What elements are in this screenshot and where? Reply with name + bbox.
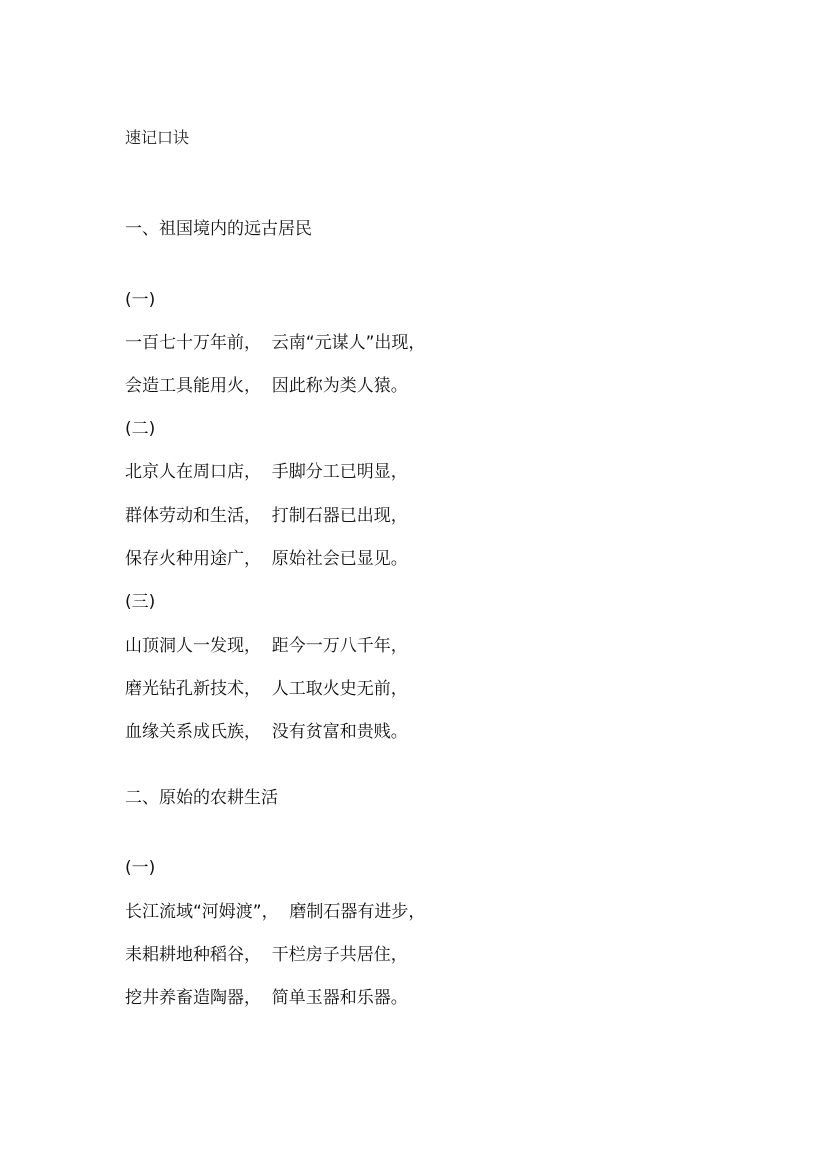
part-label: (一) — [125, 290, 156, 310]
section-heading: 二、原始的农耕生活 — [125, 788, 278, 808]
verse-line: 会造工具能用火， 因此称为类人猿。 — [125, 376, 408, 396]
verse-line: 群体劳动和生活， 打制石器已出现， — [125, 506, 408, 526]
verse-line: 保存火种用途广， 原始社会已显见。 — [125, 549, 408, 569]
verse-line: 血缘关系成氏族， 没有贫富和贵贱。 — [125, 722, 408, 742]
verse-line: 磨光钻孔新技术， 人工取火史无前， — [125, 679, 408, 699]
verse-line: 北京人在周口店， 手脚分工已明显， — [125, 462, 408, 482]
verse-line: 山顶洞人一发现， 距今一万八千年， — [125, 636, 408, 656]
part-label: (二) — [125, 419, 156, 439]
verse-line: 长江流域“河姆渡”， 磨制石器有进步， — [125, 902, 426, 922]
document-title: 速记口诀 — [125, 128, 190, 147]
verse-line: 一百七十万年前， 云南“元谋人”出现， — [125, 333, 426, 353]
verse-line: 耒耜耕地种稻谷， 干栏房子共居住， — [125, 945, 408, 965]
verse-line: 挖井养畜造陶器， 简单玉器和乐器。 — [125, 988, 408, 1008]
section-heading: 一、祖国境内的远古居民 — [125, 219, 312, 239]
part-label: (三) — [125, 592, 156, 612]
part-label: (一) — [125, 858, 156, 878]
